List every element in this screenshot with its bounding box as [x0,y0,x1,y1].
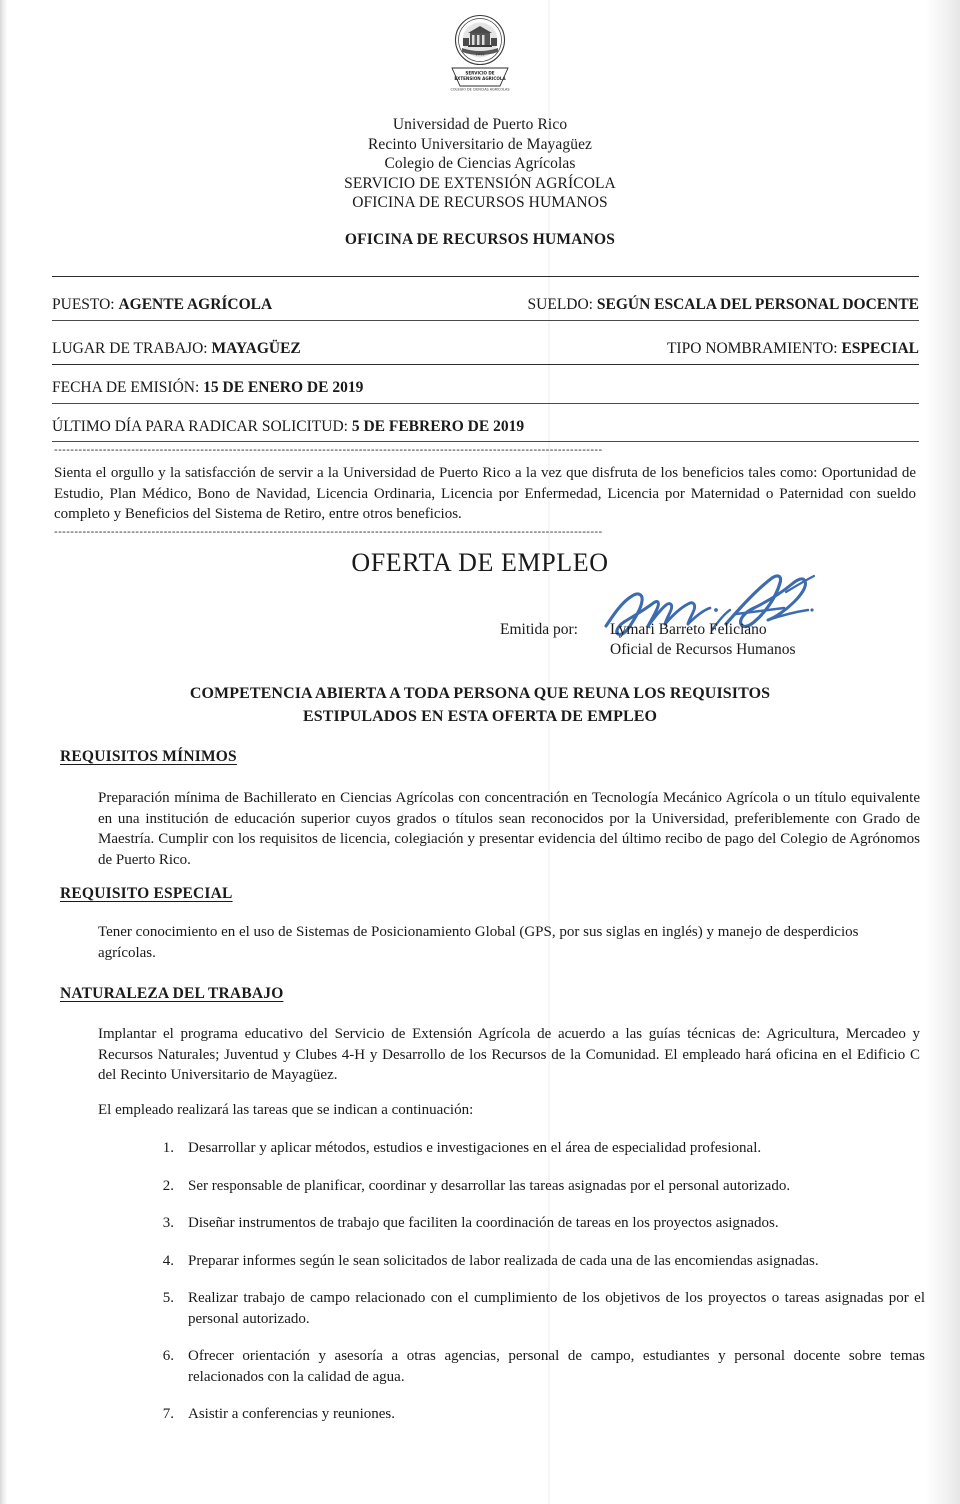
fecha-emision-label: FECHA DE EMISIÓN: [52,379,204,396]
task-list-item [150,1176,925,1197]
banner-line-1: SERVICIO DE [465,70,495,76]
task-number: 2. [162,1177,174,1194]
scan-edge-left [0,0,7,1504]
task-number: 7. [162,1406,174,1422]
section-body-naturaleza-del-trabajo: Implantar el programa educativo del Servicio de Extensión Agrícola de acuerdo a las guías técnicas de: Agricultura, Mercadeo y Recursos Naturales; Juventud y Clubes 4-H y Desarrollo de los Recursos de la Comunidad. El empleado hará oficina en el Edificio C del Recinto Universitario de Mayagüez. [98,1026,920,1083]
tipo-nombramiento-group [667,340,919,358]
task-list-item [150,1251,925,1272]
tipo-nombramiento-value: ESPECIAL [841,340,919,357]
task-text: Preparar informes según le sean solicitados de labor realizada de cada una de las encomiendas asignadas. [188,1252,819,1269]
lugar-label: LUGAR DE TRABAJO: [52,340,212,357]
lugar-value: MAYAGÜEZ [211,340,301,357]
task-text: Realizar trabajo de campo relacionado con el cumplimiento de los objetivos de los proyectos o tareas asignadas por el personal autorizado. [188,1290,925,1327]
puesto-value: AGENTE AGRÍCOLA [118,296,273,313]
fecha-emision-value: 15 DE ENERO DE 2019 [203,379,364,396]
section-body-requisito-especial: Tener conocimiento en el uso de Sistemas de Posicionamiento Global (GPS, por sus siglas en inglés) y manejo de desperdicios agrícolas. [98,924,859,961]
agricultural-extension-seal-icon [432,14,528,92]
sueldo-value: SEGÚN ESCALA DEL PERSONAL DOCENTE [596,296,919,313]
sueldo-label: SUELDO: [527,296,597,313]
detail-row-puesto [52,296,919,314]
divider-after-fecha [52,403,919,404]
scan-edge-right [927,0,960,1504]
detail-row-lugar [52,340,919,358]
divider-top [52,276,919,277]
detail-row-fecha-emision [52,379,919,397]
letterhead-line-1: Universidad de Puerto Rico [392,116,568,133]
dash-separator-bottom: --------------------------------------------------------------------------------------------------------------------------------------- [54,528,603,536]
section-heading-requisitos-minimos: REQUISITOS MÍNIMOS [60,748,237,765]
fecha-emision-group [52,379,363,397]
task-text: Desarrollar y aplicar métodos, estudios e investigaciones en el área de especialidad profesional. [188,1140,762,1156]
tipo-nombramiento-label: TIPO NOMBRAMIENTO: [666,340,842,357]
letterhead-line-4: SERVICIO DE EXTENSIÓN AGRÍCOLA [344,174,616,192]
task-text: Ser responsable de planificar, coordinar y desarrollar las tareas asignadas por el personal autorizado. [188,1177,791,1194]
puesto-group [52,296,272,314]
section-body-requisitos-minimos: Preparación mínima de Bachillerato en Ciencias Agrícolas con concentración en Tecnología Mecánico Agrícola o un título equivalente en una institución de educación superior cuyos grados o títulos sean reconocidos por la Universidad, preferiblemente con Grado de Maestría. Cumplir con los requisitos de licencia, colegiación y presentar evidencia del último recibo de pago del Colegio de Agrónomos de Puerto Rico. [98,790,920,868]
task-number: 4. [162,1252,174,1269]
signer-role: Oficial de Recursos Humanos [610,641,796,658]
task-number: 6. [162,1348,174,1364]
task-number: 5. [162,1290,174,1306]
competencia-line-2: ESTIPULADOS EN ESTA OFERTA DE EMPLEO [302,708,658,725]
letterhead-line-3: Colegio de Ciencias Agrícolas [384,155,576,172]
ultimo-dia-value: 5 DE FEBRERO DE 2019 [351,418,525,435]
task-list-item [150,1138,925,1159]
task-number: 1. [162,1140,174,1156]
section-heading-naturaleza-del-trabajo: NATURALEZA DEL TRABAJO [60,985,284,1002]
divider-after-ultimo-dia [52,441,919,442]
letterhead-line-5: OFICINA DE RECURSOS HUMANOS [352,194,608,211]
dash-separator-top: --------------------------------------------------------------------------------------------------------------------------------------- [54,446,603,454]
task-list-item [150,1404,925,1425]
task-text: Ofrecer orientación y asesoría a otras agencias, personal de campo, estudiantes y personal docente sobre temas relacionados con la calidad de agua. [188,1348,925,1385]
letterhead-text [0,115,960,213]
office-title: OFICINA DE RECURSOS HUMANOS [344,231,616,248]
banner-line-3: COLEGIO DE CIENCIAS AGRICOLAS [450,87,510,92]
task-list-item [150,1288,925,1329]
ultimo-dia-label: ÚLTIMO DÍA PARA RADICAR SOLICITUD: [52,418,352,435]
tasks-intro-text: El empleado realizará las tareas que se indican a continuación: [98,1102,474,1118]
lugar-group [52,340,301,358]
competencia-line-1: COMPETENCIA ABIERTA A TODA PERSONA QUE REUNA LOS REQUISITOS [189,685,771,702]
divider-after-lugar [52,364,919,365]
sueldo-group [528,296,919,314]
signer-name: Lymari Barreto Feliciano [610,621,767,638]
benefits-paragraph: Sienta el orgullo y la satisfacción de servir a la Universidad de Puerto Rico a la vez que disfruta de los beneficios tales como: Oportunidad de Estudio, Plan Médico, Bono de Navidad, Licencia Ordinaria, Licencia por Enfermedad, Licencia por Maternidad o Paternidad con sueldo completo y Beneficios del Sistema de Retiro, entre otros beneficios. [54,465,916,522]
ultimo-dia-group [52,418,524,436]
detail-row-ultimo-dia [52,418,919,436]
issued-by-label: Emitida por: [500,621,578,638]
letterhead-line-2: Recinto Universitario de Mayagüez [367,135,593,153]
seal-year-text: 1911 [475,52,485,57]
offer-title: OFERTA DE EMPLEO [351,548,609,577]
section-heading-requisito-especial: REQUISITO ESPECIAL [60,885,233,902]
task-list [150,1138,925,1442]
task-text: Asistir a conferencias y reuniones. [188,1406,396,1422]
task-list-item [150,1213,925,1234]
task-number: 3. [162,1215,174,1231]
divider-after-puesto [52,320,919,321]
banner-line-2: EXTENSION AGRICOLA [454,76,506,81]
puesto-label: PUESTO: [52,296,119,313]
competencia-heading [0,682,960,728]
task-text: Diseñar instrumentos de trabajo que faciliten la coordinación de tareas en los proyectos asignados. [188,1215,779,1231]
task-list-item [150,1346,925,1387]
letterhead-logo [0,14,960,97]
